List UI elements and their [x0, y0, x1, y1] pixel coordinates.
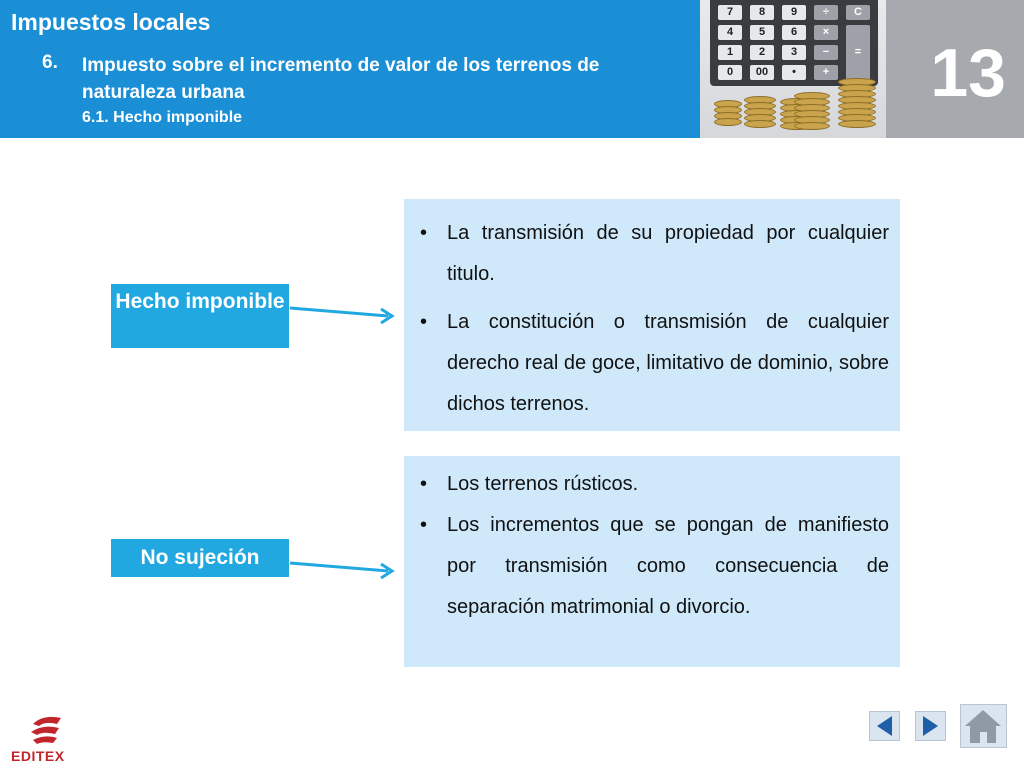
logo-text: EDITEX: [11, 748, 65, 764]
calculator-key: 2: [750, 45, 774, 60]
list-item: • La constitución o transmisión de cualquier derecho real de goce, limitativo de dominio, sobre dichos terrenos.: [420, 302, 889, 425]
calculator-key: 00: [750, 65, 774, 80]
no-sujecion-panel: [404, 456, 900, 667]
calculator-key: C: [846, 5, 870, 20]
logo-icon: [27, 712, 67, 746]
calculator-key: •: [782, 65, 806, 80]
calculator-key: 5: [750, 25, 774, 40]
list-item: • La transmisión de su propiedad por cualquier titulo.: [420, 213, 889, 295]
calculator-coins-image: [700, 0, 886, 138]
calculator-key: 8: [750, 5, 774, 20]
label-hecho-imponible: Hecho imponible: [111, 284, 289, 348]
calculator-key: 6: [782, 25, 806, 40]
section-number: 6.: [42, 52, 58, 73]
header-banner: [0, 0, 700, 138]
calculator-key: 1: [718, 45, 742, 60]
section-title: Impuesto sobre el incremento de valor de los terrenos de naturaleza urbana: [82, 55, 600, 103]
bullet-text: Los incrementos que se pongan de manifiesto por transmisión como consecuencia de separación matrimonial o divorcio.: [447, 514, 889, 618]
arrow-right-icon: [288, 306, 404, 326]
page-title: Impuestos locales: [11, 9, 211, 35]
list-item: • Los terrenos rústicos.: [420, 464, 889, 505]
calculator-key: +: [814, 65, 838, 80]
subsection-title: 6.1. Hecho imponible: [82, 109, 243, 126]
triangle-right-icon: [916, 712, 945, 740]
triangle-left-icon: [870, 712, 899, 740]
calculator-keypad: [710, 0, 878, 86]
list-item: • Los incrementos que se pongan de manifiesto por transmisión como consecuencia de separación matrimonial o divorcio.: [420, 505, 889, 628]
arrow-right-icon: [288, 561, 404, 581]
bullet-text: Los terrenos rústicos.: [447, 473, 639, 495]
calculator-key: 9: [782, 5, 806, 20]
hecho-imponible-panel: [404, 199, 900, 431]
calculator-key: ×: [814, 25, 838, 40]
home-button[interactable]: [960, 704, 1007, 748]
calculator-key: ÷: [814, 5, 838, 20]
calculator-key: =: [846, 25, 870, 80]
bullet-text: La constitución o transmisión de cualquier derecho real de goce, limitativo de dominio, sobre dichos terrenos.: [447, 311, 889, 415]
calculator-key: 7: [718, 5, 742, 20]
home-icon: [961, 705, 1006, 747]
next-slide-button[interactable]: [915, 711, 946, 741]
calculator-key: 0: [718, 65, 742, 80]
calculator-key: 4: [718, 25, 742, 40]
bullet-text: La transmisión de su propiedad por cualquier titulo.: [447, 222, 889, 285]
chapter-badge: [886, 0, 1024, 138]
calculator-key: 3: [782, 45, 806, 60]
editex-logo: [9, 712, 79, 764]
calculator-key: −: [814, 45, 838, 60]
previous-slide-button[interactable]: [869, 711, 900, 741]
chapter-number: 13: [930, 35, 1006, 111]
label-no-sujecion: No sujeción: [111, 539, 289, 577]
